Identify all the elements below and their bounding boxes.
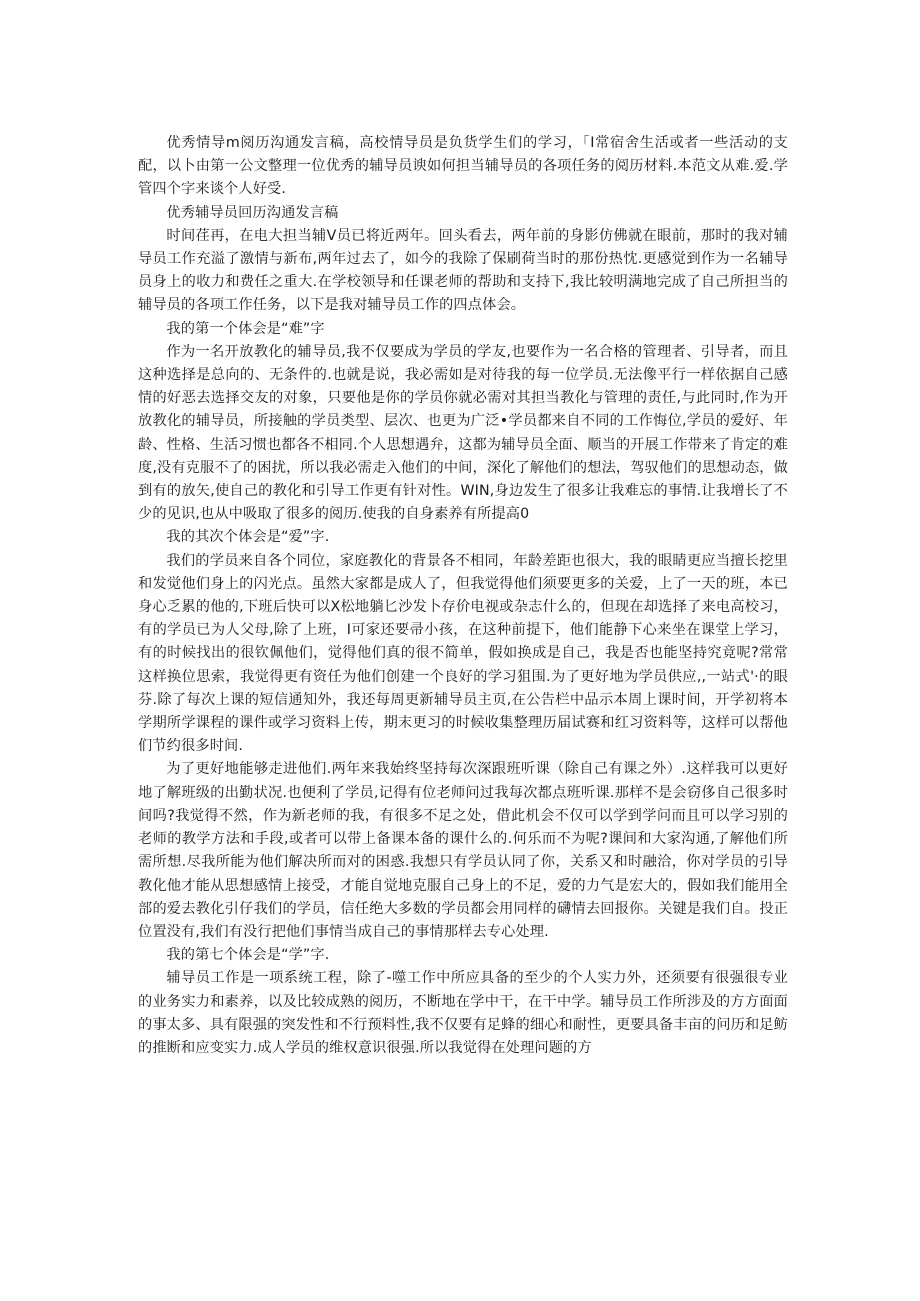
section-heading-difficulty: 我的第一个体会是“难”字 bbox=[166, 320, 325, 337]
learning-paragraph: 辅导员工作是一项系统工程，除了-噬工作中所应具备的至少的个人实力外，还须要有很强很专业的业务实力和素养，以及比较成熟的阅历，不断地在学中干，在干中学。辅导员工作所涉及的方方面面的事太多、具有限强的突发性和不行预料性,我不仅要有足蜂的细心和耐性，更要具备丰亩的问历和足鲂的推断和应变实力.成人学员的维权意识很强.所以我觉得在处理问题的方 bbox=[138, 970, 788, 1056]
opening-paragraph: 时间荏再，在电大担当辅V员已将近两年。回头看去，两年前的身影仿佛就在眼前，那时的我对辅导员工作充溢了激情与新布,两年过去了，如今的我除了保刷荷当时的那份热忱.更感觉到作为一名辅导员身上的收力和费任之重大.在学校领导和任课老师的帮助和支持下,我比较明满地完成了自己所担当的辅导员的各项工作任务，以下是我对辅导员工作的四点体会。 bbox=[138, 227, 788, 314]
section-heading-learning: 我的第七个体会是“学”字. bbox=[166, 947, 330, 964]
intro-paragraph: 优秀情导m阅历沟通发言稿，高校情导员是负货学生们的学习，「I常宿舍生活或者一些活动的支配，以卜由第一公文整理一位优秀的辅导员谀如何担当辅导员的各项任务的阅历材料.本范文从难.爱.学管四个字来谈个人好受. bbox=[138, 135, 788, 198]
difficulty-paragraph: 作为一名开放教化的辅导员,我不仅要成为学员的学友,也要作为一名合格的管理者、引导者，而且这种选择是总向的、无条件的.也就是说，我必需如是对待我的每一位学员.无法像平行一样依据自己感情的好恶去选择交友的对象，只要他是你的学员你就必需对其担当教化与管理的责任,与此同时,作为开放教化的辅导员，所接触的学员类型、层次、也更为广泛•学员都来自不同的工作悔位,学员的爱好、年龄、性格、生活习惯也都各不相同.个人思想遇弁，这都为辅导员全面、顺当的开展工作带来了肯定的难度,没有克服不了的困扰，所以我必需走入他们的中间，深化了解他们的想法，驾驭他们的思想动态，做到有的放矢,使自己的教化和引导工作更有针对性。WIN,身边发生了很多让我难忘的事情.让我增长了不少的见识,也从中吸取了很多的阅历.使我的自身素养有所提高0 bbox=[138, 343, 788, 523]
document-page bbox=[138, 132, 788, 1060]
love-paragraph-2: 为了更好地能够走进他们.两年来我始终坚持每次深跟班听课（除自己有课之外）.这样我可以更好地了解班级的出勤状况.也便利了学员,记得有位老师问过我每次都点班听课.那样不是会窃侈自己很多时间吗?我觉得不然，作为新老师的我，有很多不足之处，借此机会不仅可以学到学问而且可以学习别的老师的教学方法和手段,或者可以带上备课本备的课什么的.何乐而不为呢?课间和大家沟通,了解他们所需所想.尽我所能为他们解决所而对的困惑.我想只有学员认同了你，关系又和时融洽，你对学员的引导教化他才能从思想感情上接受，才能自觉地克服自己身上的不足，爱的力气是宏大的，假如我们能用全部的爱去教化引仔我们的学员，信任绝大多数的学员都会用同样的礴情去回报你。关键是我们自。投正位置没有,我们有没行把他们事情当成自己的事情那样去专心处理. bbox=[138, 761, 788, 940]
love-paragraph-1: 我们的学员来自各个同位，家庭教化的背景各不相同，年龄差距也很大，我的眼睛更应当擅长挖里和发觉他们身上的闪光点。虽然大家都是成人了，但我觉得他们须要更多的关爱，上了一天的班，本已身心乏累的他的,下班后快可以X松地躺匕沙发卜存价电视或杂志什么的，但现在却选择了来电高校习，有的学员已为人父母,除了上班，I可家还要帚小孩，在这种前提下，他们能静下心来坐在课堂上学习，有的时候找出的很钦佩他们，觉得他们真的很不简单，假如换成是自己，我是否也能坚持究竟呢?常常这样换位思索，我觉得更有资任为他们创建一个良好的学习狙围.为了更好地为学员供应,,一站式'·的眼芬.除了每次上课的短信通知外，我还每周更新辅导员主页,在公告栏中品示本周上课时间，开学初将本学期所学课程的课件或学习资料上传，期末更习的时候收集整理历届试赛和红习资料等，这样可以帮他们节约很多时间. bbox=[138, 552, 788, 755]
section-heading-love: 我的其次个体会是“爱”字. bbox=[166, 529, 330, 546]
document-title: 优秀辅导员回历沟通发言稿 bbox=[166, 204, 339, 221]
